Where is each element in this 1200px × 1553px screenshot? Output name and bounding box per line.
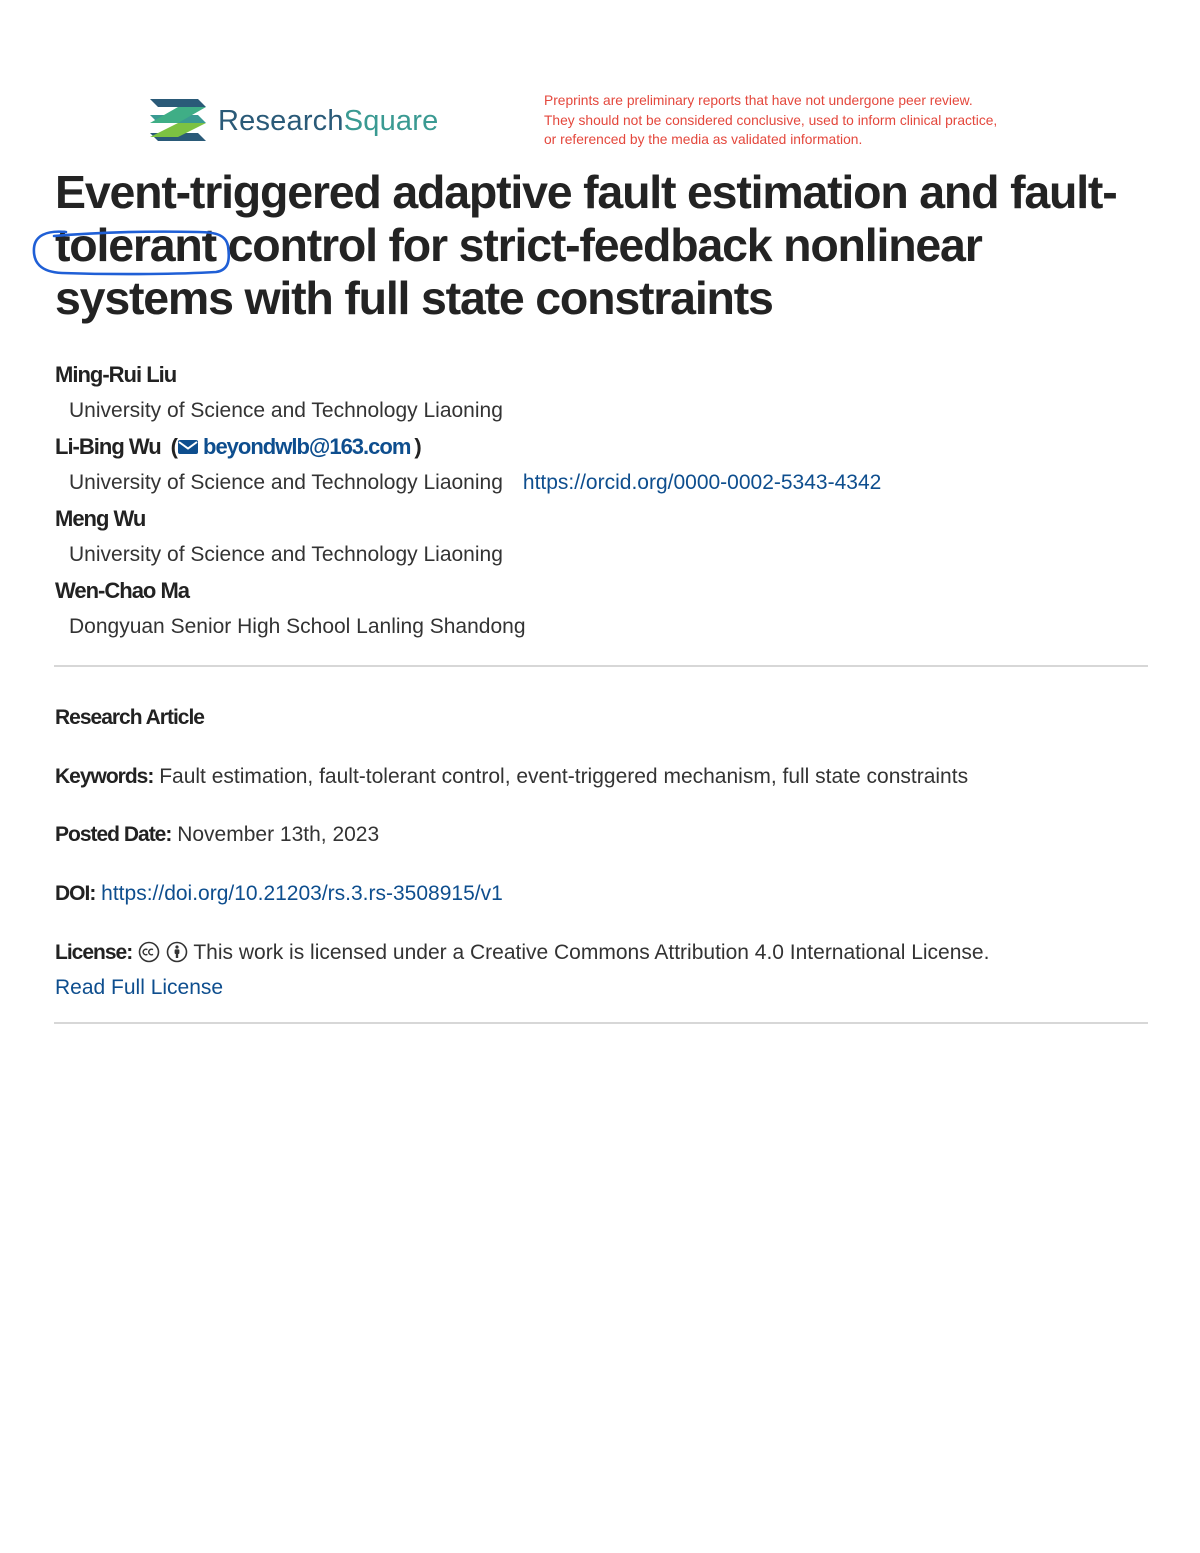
author-affiliation: University of Science and Technology Liaoning — [69, 543, 503, 566]
divider-bottom — [54, 1022, 1148, 1024]
disclaimer-line-2: They should not be considered conclusive, used to inform clinical practice, — [544, 112, 998, 128]
posted-date-row — [55, 823, 379, 847]
article-type — [55, 706, 204, 730]
read-full-license-link[interactable]: Read Full License — [55, 976, 224, 999]
orcid-link[interactable]: https://orcid.org/0000-0002-5343-4342 — [522, 471, 882, 494]
license-row — [55, 941, 989, 965]
title-line-2: tolerant control for strict-feedback nonlinear — [55, 219, 982, 271]
doi-link[interactable]: https://doi.org/10.21203/rs.3.rs-3508915/v1 — [101, 882, 503, 905]
title-line-1: Event-triggered adaptive fault estimation and fault- — [55, 166, 1117, 218]
doi-label: DOI: — [55, 882, 96, 905]
author-name: Wen-Chao Ma — [55, 578, 190, 603]
license-text: This work is licensed under a Creative Commons Attribution 4.0 International License. — [193, 941, 990, 964]
keywords-row — [55, 765, 968, 789]
divider-top — [54, 665, 1148, 667]
author-affiliation: Dongyuan Senior High School Lanling Shandong — [69, 615, 526, 638]
author-list — [55, 360, 1155, 648]
author-name: Ming-Rui Liu — [55, 362, 177, 387]
brand-name — [218, 105, 438, 138]
author-affiliation: University of Science and Technology Liaoning — [69, 399, 503, 422]
license-label: License: — [55, 941, 133, 964]
article-type-text: Research Article — [55, 706, 204, 729]
author-email-text: beyondwlb@163.com — [203, 434, 411, 459]
attribution-icon — [166, 941, 188, 963]
close-paren: ) — [414, 434, 421, 459]
envelope-icon — [177, 439, 199, 455]
title-line-3: systems with full state constraints — [55, 272, 773, 324]
annotation-circle — [32, 226, 232, 276]
author-name-corresponding — [55, 432, 1155, 462]
author-name-text: Li-Bing Wu — [55, 434, 161, 459]
author-affiliation — [55, 462, 1155, 504]
doi-row — [55, 882, 503, 906]
disclaimer-line-1: Preprints are preliminary reports that have not undergone peer review. — [544, 93, 973, 108]
disclaimer-line-3: or referenced by the media as validated information. — [544, 132, 863, 147]
research-square-logo[interactable] — [148, 96, 438, 146]
creative-commons-icon — [138, 941, 160, 963]
posted-date-text: November 13th, 2023 — [177, 823, 380, 846]
keywords-text: Fault estimation, fault-tolerant control, event-triggered mechanism, full state constraints — [159, 765, 969, 788]
brand-word-square: Square — [343, 104, 439, 137]
preprint-disclaimer — [544, 91, 1144, 150]
research-square-logo-icon — [148, 97, 208, 145]
author-affiliation-text: University of Science and Technology Liaoning — [69, 471, 503, 494]
brand-word-research: Research — [218, 104, 344, 137]
keywords-label: Keywords: — [55, 765, 154, 788]
author-email-link[interactable] — [177, 432, 410, 462]
open-paren: ( — [170, 434, 177, 459]
author-name: Meng Wu — [55, 506, 146, 531]
posted-date-label: Posted Date: — [55, 823, 172, 846]
license-link-row — [55, 976, 223, 1000]
